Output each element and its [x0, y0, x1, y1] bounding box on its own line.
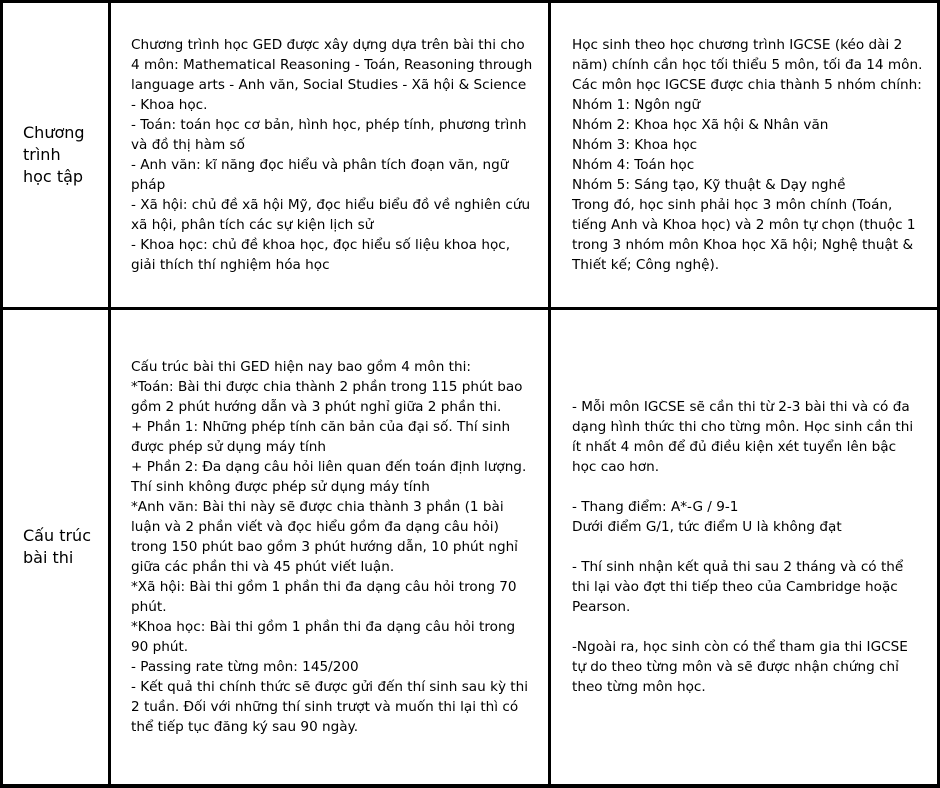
paragraph: Nhóm 3: Khoa học [572, 137, 698, 153]
paragraph: - Toán: toán học cơ bản, hình học, phép tính, phương trình và đồ thị hàm số [131, 117, 527, 153]
paragraph: Chương trình học GED được xây dựng dựa trên bài thi cho 4 môn: Mathematical Reasoning - Toán, Reasoning through language arts - Anh văn, Social Studies - Xã hội & Science - Khoa học. [131, 37, 533, 113]
paragraph: Nhóm 5: Sáng tạo, Kỹ thuật & Dạy nghề [572, 177, 846, 193]
spacer [572, 617, 923, 637]
paragraph: - Mỗi môn IGCSE sẽ cần thi từ 2-3 bài thi và có đa dạng hình thức thi cho từng môn. Học sinh cần thi ít nhất 4 môn để đủ điều kiện xét tuyển lên bậc học cao hơn. [572, 399, 914, 475]
paragraph: *Xã hội: Bài thi gồm 1 phần thi đa dạng câu hỏi trong 70 phút. [131, 579, 517, 615]
paragraph: *Toán: Bài thi được chia thành 2 phần trong 115 phút bao gồm 2 phút hướng dẫn và 3 phút nghỉ giữa 2 phần thi. [131, 379, 523, 415]
paragraph: - Passing rate từng môn: 145/200 [131, 659, 359, 675]
border-bottom [0, 784, 940, 788]
row-label-exam-structure [3, 310, 108, 784]
paragraph: + Phần 1: Những phép tính căn bản của đại số. Thí sinh được phép sử dụng máy tính [131, 419, 511, 455]
igcse-curriculum-cell [551, 3, 937, 307]
paragraph: Học sinh theo học chương trình IGCSE (kéo dài 2 năm) chính cần học tối thiểu 5 môn, tối đa 14 môn. Các môn học IGCSE được chia thành 5 nhóm chính: [572, 37, 923, 93]
paragraph: *Khoa học: Bài thi gồm 1 phần thi đa dạng câu hỏi trong 90 phút. [131, 619, 516, 655]
paragraph: Nhóm 1: Ngôn ngữ [572, 97, 701, 113]
igcse-exam-cell [551, 310, 937, 784]
paragraph: Cấu trúc bài thi GED hiện nay bao gồm 4 môn thi: [131, 359, 471, 375]
row-label-curriculum [3, 3, 108, 307]
row-label-text: Chương trình học tập [23, 123, 85, 186]
paragraph: Dưới điểm G/1, tức điểm U là không đạt [572, 519, 842, 535]
spacer [572, 537, 923, 557]
paragraph: *Anh văn: Bài thi này sẽ được chia thành 3 phần (1 bài luận và 2 phần viết và đọc hiểu gồm đa dạng câu hỏi) trong 150 phút bao gồm 3 phút hướng dẫn, 10 phút nghỉ giữa các phần thi và 45 phút viết luận. [131, 499, 518, 575]
paragraph: + Phần 2: Đa dạng câu hỏi liên quan đến toán định lượng. Thí sinh không được phép sử dụng máy tính [131, 459, 527, 495]
ged-exam-cell [111, 310, 548, 784]
paragraph: Trong đó, học sinh phải học 3 môn chính (Toán, tiếng Anh và Khoa học) và 2 môn tự chọn (thuộc 1 trong 3 nhóm môn Khoa học Xã hội; Nghệ thuật & Thiết kế; Công nghệ). [572, 197, 916, 273]
paragraph: - Khoa học: chủ đề khoa học, đọc hiểu số liệu khoa học, giải thích thí nghiệm hóa học [131, 237, 511, 273]
paragraph: - Kết quả thi chính thức sẽ được gửi đến thí sinh sau kỳ thi 2 tuần. Đối với những thí sinh trượt và muốn thi lại thì có thể tiếp tục đăng ký sau 90 ngày. [131, 679, 529, 735]
paragraph: - Thang điểm: A*-G / 9-1 [572, 499, 739, 515]
paragraph: Nhóm 2: Khoa học Xã hội & Nhân văn [572, 117, 829, 133]
ged-curriculum-cell [111, 3, 548, 307]
paragraph: -Ngoài ra, học sinh còn có thể tham gia thi IGCSE tự do theo từng môn và sẽ được nhận chứng chỉ theo từng môn học. [572, 639, 908, 695]
row-label-text: Cấu trúc bài thi [23, 526, 91, 567]
paragraph: - Thí sinh nhận kết quả thi sau 2 tháng và có thể thi lại vào đợt thi tiếp theo của Cambridge hoặc Pearson. [572, 559, 904, 615]
spacer [572, 477, 923, 497]
paragraph: - Anh văn: kĩ năng đọc hiểu và phân tích đoạn văn, ngữ pháp [131, 157, 509, 193]
paragraph: Nhóm 4: Toán học [572, 157, 695, 173]
paragraph: - Xã hội: chủ đề xã hội Mỹ, đọc hiểu biểu đồ về nghiên cứu xã hội, phân tích các sự kiện lịch sử [131, 197, 531, 233]
